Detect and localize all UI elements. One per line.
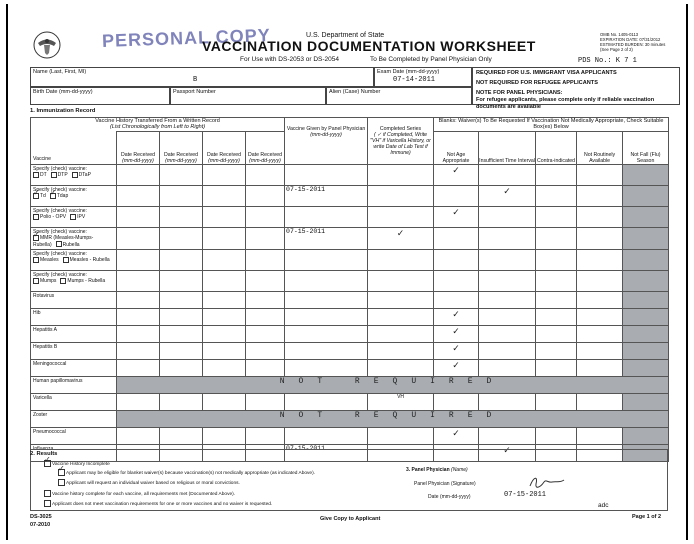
vaccine-option[interactable]: Rubella [56, 242, 80, 248]
date-received-cell-2 [160, 186, 203, 207]
history-complete-item[interactable]: Vaccine history complete for each vaccine, all requirements met (Documented Above). [44, 490, 235, 498]
table-row [31, 308, 669, 325]
waiver-cell [434, 249, 479, 270]
waiver-cell [479, 165, 536, 186]
history-incomplete-item[interactable]: ✓Vaccine History Incomplete [44, 460, 110, 468]
vaccine-cell: Pneumococcal [31, 427, 117, 444]
name-field[interactable]: Name (Last, First, MI) B [30, 67, 374, 87]
waiver-cell [434, 270, 479, 291]
date-received-cell-1 [117, 186, 160, 207]
date-received-cell-4 [246, 325, 285, 342]
waiver-cell [577, 291, 623, 308]
completed-series-header: Completed Series ( ✓ if Completed, Write "VH" if Varicella History, or write Date of Lab Test if Immune) [368, 118, 434, 165]
vaccine-option[interactable]: ✓MMR (Measles-Mumps-Rubella) [33, 235, 93, 247]
date-received-header-4: Date Received (mm-dd-yyyy) [246, 132, 285, 165]
pneumococcal-row [31, 427, 669, 444]
vaccine-option[interactable]: Measles - Rubella [63, 257, 110, 263]
waiver-cell [577, 270, 623, 291]
waiver-cell [479, 325, 536, 342]
vaccine-option[interactable]: Polio - OPV [33, 214, 66, 220]
date-received-cell-4 [246, 249, 285, 270]
given-date-cell [285, 308, 368, 325]
date-received-cell-1 [117, 308, 160, 325]
waiver-cell: ✓ [434, 427, 479, 444]
table-row [31, 207, 669, 228]
vaccine-option[interactable]: DTP [51, 172, 68, 178]
vaccine-option[interactable]: Mumps [33, 278, 56, 284]
waiver-cell [479, 342, 536, 359]
not-fall-header: Not Fall (Flu) Season [623, 132, 669, 165]
panel-date-value: 07-15-2011 [504, 491, 547, 499]
vaccine-option[interactable]: IPV [70, 214, 85, 220]
date-received-cell-1 [117, 249, 160, 270]
vaccine-checkbox[interactable] [33, 278, 39, 284]
pds-number: PDS No.: K 7 1 [578, 57, 637, 65]
date-received-cell-1 [117, 359, 160, 376]
birth-date-field[interactable]: Birth Date (mm-dd-yyyy) [30, 87, 170, 105]
vaccine-cell: Specify (check) vaccine: ✓MMR (Measles-Mumps-Rubella) Rubella [31, 228, 117, 250]
waiver-cell: ✓ [434, 325, 479, 342]
completed-series-cell [368, 270, 434, 291]
alien-number-field[interactable]: Alien (Case) Number [326, 87, 472, 105]
completed-series-cell [368, 186, 434, 207]
vaccine-cell: Varicella [31, 393, 117, 410]
date-received-cell-2 [160, 207, 203, 228]
immunization-record-heading: 1. Immunization Record [30, 108, 96, 114]
waiver-cell [479, 228, 536, 250]
date-received-cell-1 [117, 427, 160, 444]
flu-season-cell [623, 165, 669, 186]
waiver-cell [577, 308, 623, 325]
history-header: Vaccine History Transferred From a Written Record (List Chronologically from Left to Right) [31, 118, 285, 132]
waiver-cell [577, 207, 623, 228]
date-received-cell-1 [117, 342, 160, 359]
table-row [31, 270, 669, 291]
vaccine-checkbox[interactable] [33, 172, 39, 178]
vaccine-cell: Specify (check) vaccine: Measles Measles - Rubella [31, 249, 117, 270]
given-date-cell: 07-15-2011 [285, 186, 368, 207]
date-received-cell-3 [203, 342, 246, 359]
completed-series-cell [368, 165, 434, 186]
date-received-cell-2 [160, 359, 203, 376]
history-incomplete-checkbox[interactable] [44, 460, 51, 467]
vaccine-checkbox[interactable] [56, 241, 62, 247]
table-row [31, 342, 669, 359]
completed-series-cell [368, 427, 434, 444]
date-received-cell-3 [203, 359, 246, 376]
flu-season-cell [623, 359, 669, 376]
given-date-cell [285, 165, 368, 186]
vaccine-checkbox[interactable] [50, 193, 56, 199]
date-received-cell-4 [246, 165, 285, 186]
date-received-cell-3 [203, 186, 246, 207]
vaccine-cell: Specify (check) vaccine: Polio - OPV IPV [31, 207, 117, 228]
vaccine-checkbox[interactable] [51, 172, 57, 178]
flu-season-cell [623, 393, 669, 410]
passport-field[interactable]: Passport Number [170, 87, 326, 105]
completed-series-cell [368, 207, 434, 228]
given-date-cell [285, 393, 368, 410]
given-date-cell [285, 359, 368, 376]
date-received-cell-2 [160, 427, 203, 444]
vaccine-cell: Influenza [31, 444, 117, 461]
date-received-cell-4 [246, 342, 285, 359]
given-date-cell [285, 207, 368, 228]
waiver-header: Blanks: Waiver(s) To Be Requested If Vaccination Not Medically Appropriate, Check Suitable Box(es) Below [434, 118, 669, 132]
completed-series-cell [368, 359, 434, 376]
vaccine-cell: Specify (check) vaccine: Mumps Mumps - Rubella [31, 270, 117, 291]
form-revision: 07-2010 [30, 522, 51, 528]
vaccine-checkbox[interactable] [33, 257, 39, 263]
form-number: DS-3025 [30, 514, 52, 520]
completed-series-cell: VH [368, 393, 434, 410]
waiver-cell [536, 228, 577, 250]
waiver-cell [577, 186, 623, 207]
vaccine-checkbox[interactable] [72, 172, 78, 178]
vaccine-cell: Hepatitis A [31, 325, 117, 342]
given-date-cell: 07-15-2011 [285, 228, 368, 250]
date-received-cell-4 [246, 207, 285, 228]
waiver-cell [536, 342, 577, 359]
vaccine-option[interactable]: Measles [33, 257, 59, 263]
waiver-cell: ✓ [434, 308, 479, 325]
waiver-cell [536, 359, 577, 376]
individual-waiver-item[interactable]: Applicant will request an individual waiver based on religious or moral convictions. [58, 479, 240, 487]
waiver-cell [536, 325, 577, 342]
date-received-cell-2 [160, 308, 203, 325]
not-routinely-header: Not Routinely Available [577, 132, 623, 165]
waiver-cell [479, 393, 536, 410]
given-date-cell: 07-15-2011 [285, 444, 368, 461]
not-meet-item[interactable]: Applicant does not meet vaccination requirements for one or more vaccines and no waiver is requested. [44, 500, 272, 508]
vaccine-option[interactable]: DT [33, 172, 47, 178]
date-received-cell-4 [246, 291, 285, 308]
blanket-waiver-checkbox[interactable] [58, 469, 65, 476]
waiver-cell: ✓ [434, 165, 479, 186]
completed-series-cell [368, 308, 434, 325]
waiver-cell [434, 228, 479, 250]
hpv-row [31, 376, 669, 393]
given-by-header: Vaccine Given by Panel Physician (mm-dd-yyyy) [285, 118, 368, 165]
flu-season-cell [623, 325, 669, 342]
waiver-cell [479, 308, 536, 325]
vaccine-cell: Hib [31, 308, 117, 325]
waiver-cell: ✓ [434, 359, 479, 376]
waiver-cell [536, 186, 577, 207]
waiver-cell [577, 165, 623, 186]
date-received-cell-2 [160, 393, 203, 410]
given-date-cell [285, 249, 368, 270]
insufficient-header: Insufficient Time Interval [479, 132, 536, 165]
given-date-cell [285, 325, 368, 342]
completed-series-cell [368, 325, 434, 342]
waiver-cell [479, 427, 536, 444]
date-received-cell-3 [203, 270, 246, 291]
date-received-cell-3 [203, 249, 246, 270]
panel-physician-signature-label: Panel Physician (Signature) [414, 481, 476, 487]
waiver-cell [577, 427, 623, 444]
date-received-cell-1 [117, 325, 160, 342]
for-use-text: For Use with DS-2053 or DS-2054 [240, 56, 339, 63]
vaccine-checkbox[interactable] [60, 278, 66, 284]
date-received-cell-3 [203, 207, 246, 228]
date-received-cell-4 [246, 308, 285, 325]
form-title: VACCINATION DOCUMENTATION WORKSHEET [202, 38, 536, 54]
page-number: Page 1 of 2 [632, 514, 662, 520]
personal-copy-stamp: PERSONAL COPY [101, 25, 271, 51]
panel-physician-name: 3. Panel Physician (Name) [406, 467, 468, 473]
state-department-seal-icon [32, 30, 62, 60]
date-received-cell-2 [160, 249, 203, 270]
waiver-cell [577, 359, 623, 376]
waiver-cell [434, 186, 479, 207]
waiver-cell [577, 342, 623, 359]
vaccine-cell: Specify (check) vaccine: ✓Td✓ Tdap [31, 186, 117, 207]
date-received-cell-3 [203, 393, 246, 410]
waiver-cell: ✓ [434, 342, 479, 359]
completed-by-text: To Be Completed by Panel Physician Only [370, 56, 492, 63]
flu-season-cell [623, 228, 669, 250]
date-received-cell-4 [246, 393, 285, 410]
date-received-header-2: Date Received (mm-dd-yyyy) [160, 132, 203, 165]
flu-season-cell [623, 270, 669, 291]
waiver-cell [577, 393, 623, 410]
waiver-cell [479, 270, 536, 291]
date-received-cell-2 [160, 325, 203, 342]
waiver-cell [536, 249, 577, 270]
table-row [31, 325, 669, 342]
vaccine-checkbox[interactable] [33, 214, 39, 220]
vaccine-option[interactable]: DTaP [72, 172, 91, 178]
completed-series-cell [368, 342, 434, 359]
waiver-cell [536, 291, 577, 308]
vaccine-option[interactable]: Mumps - Rubella [60, 278, 105, 284]
varicella-row [31, 393, 669, 410]
vaccine-column-header: Vaccine [31, 132, 117, 165]
date-received-cell-4 [246, 427, 285, 444]
flu-season-cell [623, 186, 669, 207]
flu-season-cell [623, 342, 669, 359]
table-row [31, 228, 669, 250]
date-received-cell-3 [203, 228, 246, 250]
flu-season-cell [623, 291, 669, 308]
zoster-row [31, 410, 669, 427]
completed-series-cell [368, 291, 434, 308]
completed-series-cell [368, 249, 434, 270]
vaccine-cell: Zoster [31, 410, 117, 427]
vaccine-checkbox[interactable] [33, 193, 39, 199]
waiver-cell [577, 325, 623, 342]
contra-header: Contra-indicated [536, 132, 577, 165]
date-received-header-1: Date Received (mm-dd-yyyy) [117, 132, 160, 165]
date-received-cell-1 [117, 207, 160, 228]
vaccine-cell: Specify (check) vaccine: DT DTP DTaP [31, 165, 117, 186]
not-required-cell: NOT REQUIRED [117, 410, 669, 427]
flu-season-cell [623, 427, 669, 444]
immunization-table [30, 117, 669, 462]
date-received-cell-2 [160, 342, 203, 359]
date-received-cell-1 [117, 393, 160, 410]
waiver-cell [536, 165, 577, 186]
vaccine-checkbox[interactable] [70, 214, 76, 220]
waiver-cell: ✓ [434, 207, 479, 228]
give-copy-text: Give Copy to Applicant [320, 516, 381, 522]
date-received-cell-2 [160, 165, 203, 186]
table-row [31, 291, 669, 308]
given-date-cell [285, 427, 368, 444]
vaccine-checkbox[interactable] [33, 235, 39, 241]
table-row [31, 186, 669, 207]
vaccine-option[interactable]: ✓ Tdap [50, 193, 68, 199]
vaccine-cell: Rotavirus [31, 291, 117, 308]
physician-signature-icon [526, 474, 566, 492]
date-received-cell-3 [203, 427, 246, 444]
vaccine-option[interactable]: ✓Td [33, 193, 46, 199]
date-received-cell-4 [246, 270, 285, 291]
given-date-cell [285, 270, 368, 291]
results-heading: 2. Results [30, 451, 58, 457]
given-date-cell [285, 342, 368, 359]
not-meet-checkbox[interactable] [44, 500, 51, 507]
waiver-cell [577, 249, 623, 270]
waiver-cell: ✓ [479, 444, 536, 461]
waiver-cell [536, 308, 577, 325]
date-received-cell-1 [117, 165, 160, 186]
panel-date-label: Date (mm-dd-yyyy) [428, 494, 471, 500]
date-received-header-3: Date Received (mm-dd-yyyy) [203, 132, 246, 165]
omb-info: OMB No. 1405-0113 EXPIRATION DATE: 07/31/2012 ESTIMATED BURDEN: 30 minutes (See Page 2 of 2) [600, 32, 666, 52]
date-received-cell-2 [160, 228, 203, 250]
waiver-cell [577, 228, 623, 250]
table-row [31, 359, 669, 376]
vaccine-checkbox[interactable] [63, 257, 69, 263]
given-date-cell [285, 291, 368, 308]
flu-season-cell [623, 308, 669, 325]
waiver-cell [536, 427, 577, 444]
physician-initials: adc [598, 502, 609, 509]
waiver-cell [536, 393, 577, 410]
date-received-cell-2 [160, 291, 203, 308]
date-received-cell-3 [203, 165, 246, 186]
flu-season-cell [623, 249, 669, 270]
exam-date-field[interactable]: Exam Date (mm-dd-yyyy) 07-14-2011 [374, 67, 472, 87]
individual-waiver-checkbox[interactable] [58, 479, 65, 486]
date-received-cell-3 [203, 291, 246, 308]
waiver-cell: ✓ [479, 186, 536, 207]
table-row [31, 165, 669, 186]
date-received-cell-3 [203, 325, 246, 342]
waiver-cell [536, 270, 577, 291]
requirement-notes: REQUIRED FOR U.S. IMMIGRANT VISA APPLICANTS NOT REQUIRED FOR REFUGEE APPLICANTS NOTE FOR PANEL PHYSICIANS: For refugee applicants, please complete only if reliable vaccination documents are available [472, 67, 680, 105]
date-received-cell-4 [246, 186, 285, 207]
history-complete-checkbox[interactable] [44, 490, 51, 497]
department-name: U.S. Department of State [306, 32, 385, 39]
waiver-cell [479, 359, 536, 376]
date-received-cell-1 [117, 228, 160, 250]
date-received-cell-2 [160, 270, 203, 291]
date-received-cell-4 [246, 228, 285, 250]
waiver-cell [479, 291, 536, 308]
date-received-cell-4 [246, 359, 285, 376]
completed-series-cell: ✓ [368, 228, 434, 250]
not-age-header: Not Age Appropriate [434, 132, 479, 165]
date-received-cell-3 [203, 308, 246, 325]
blanket-waiver-item[interactable]: ✓Applicant may be eligible for blanket waiver(s) because vaccination(s) not medically appropriate (as indicated Above). [58, 469, 315, 477]
not-required-cell: NOT REQUIRED [117, 376, 669, 393]
waiver-cell [434, 393, 479, 410]
waiver-cell [479, 249, 536, 270]
date-received-cell-1 [117, 270, 160, 291]
flu-season-cell [623, 207, 669, 228]
vaccine-cell: Meningococcal [31, 359, 117, 376]
waiver-cell [434, 291, 479, 308]
date-received-cell-1 [117, 291, 160, 308]
vaccine-cell: Hepatitis B [31, 342, 117, 359]
waiver-cell [479, 207, 536, 228]
waiver-cell [536, 207, 577, 228]
table-row [31, 249, 669, 270]
vaccine-cell: Human papillomavirus [31, 376, 117, 393]
